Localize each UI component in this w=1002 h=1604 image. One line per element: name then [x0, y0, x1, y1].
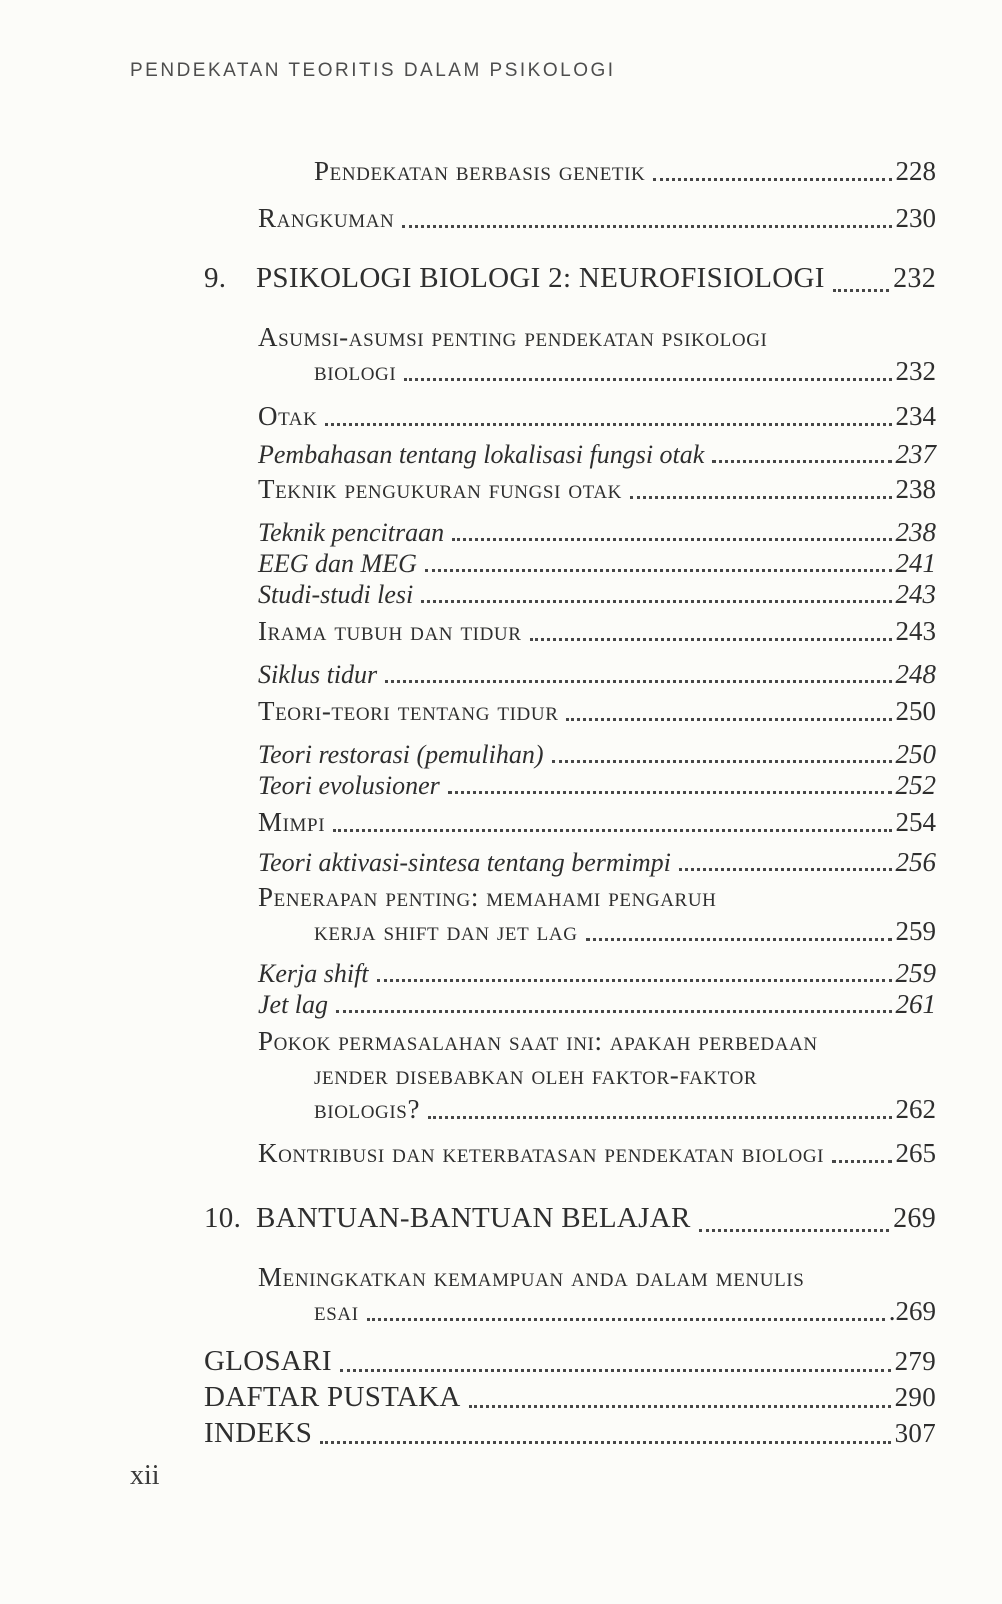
toc-entry-row [204, 258, 936, 299]
dot-leader [699, 1229, 889, 1232]
dot-leader [586, 938, 892, 941]
dot-leader [530, 638, 892, 641]
toc-entry-row [258, 472, 936, 506]
chapter-number: 10. [204, 1202, 242, 1234]
toc-entry-row [258, 694, 936, 728]
page-number: 250 [895, 739, 936, 769]
page-number: 256 [895, 847, 936, 877]
toc-entry-row [258, 399, 936, 433]
page-number: 232 [893, 263, 936, 294]
toc-entry-label: GLOSARI [204, 1345, 332, 1377]
dot-leader [832, 1160, 891, 1163]
toc-entry-label: biologi [314, 356, 397, 386]
dot-leader [325, 423, 891, 426]
dot-leader [425, 569, 892, 572]
page-number: .269 [888, 1296, 936, 1326]
page-number: 243 [895, 579, 936, 609]
dot-leader [469, 1405, 891, 1408]
dot-leader [385, 680, 891, 683]
page-footer-number: xii [130, 1460, 160, 1491]
chapter-number: 9. [204, 262, 227, 294]
page-number: 290 [894, 1382, 936, 1412]
page-number: 259 [895, 958, 936, 988]
running-header: PENDEKATAN TEORITIS DALAM PSIKOLOGI [130, 60, 616, 81]
toc-entry-row [258, 1136, 936, 1170]
toc-entry-row [258, 320, 936, 354]
dot-leader [404, 378, 891, 381]
toc-entry-label: EEG dan MEG [258, 549, 417, 578]
page-number: 261 [895, 989, 936, 1019]
page-number: 238 [895, 474, 936, 504]
toc-entry-row [258, 805, 936, 839]
dot-leader [367, 1318, 885, 1321]
dot-leader [336, 1010, 891, 1013]
toc-entry-row [258, 880, 936, 914]
toc-entry-label: Pembahasan tentang lokalisasi fungsi otak [258, 440, 705, 469]
dot-leader [452, 538, 891, 541]
toc-list [0, 126, 1002, 1451]
toc-entry-row [204, 1343, 936, 1379]
dot-leader [402, 225, 891, 228]
toc-entry-row [314, 1294, 936, 1328]
toc-entry-label: esai [314, 1296, 359, 1326]
page-number: 259 [895, 916, 936, 946]
toc-entry-row [204, 1415, 936, 1451]
dot-leader [421, 600, 891, 603]
dot-leader [630, 496, 891, 499]
toc-entry-row [314, 154, 936, 188]
toc-entry-row [258, 1024, 936, 1058]
toc-entry-label: Kontribusi dan keterbatasan pendekatan biologi [258, 1138, 825, 1168]
toc-entry-label: Jet lag [258, 990, 329, 1019]
toc-entry-label: Teori-teori tentang tidur [258, 696, 559, 726]
toc-entry-label: BANTUAN-BANTUAN BELAJAR [256, 1202, 691, 1234]
page-number: 307 [894, 1418, 936, 1448]
toc-entry-label: kerja shift dan jet lag [314, 916, 578, 946]
toc-entry-row [258, 770, 936, 801]
page-number: 234 [895, 401, 936, 431]
dot-leader [377, 979, 892, 982]
toc-entry-label: Teknik pencitraan [258, 518, 445, 547]
toc-entry-row [258, 614, 936, 648]
toc-entry-label: Otak [258, 401, 318, 431]
toc-entry-label: Pendekatan berbasis genetik [314, 156, 646, 186]
toc-entry-row [258, 989, 936, 1020]
toc-entry-label: DAFTAR PUSTAKA [204, 1381, 461, 1413]
page-number: 250 [895, 696, 936, 726]
toc-entry-row [314, 354, 936, 388]
toc-entry-label: INDEKS [204, 1417, 313, 1449]
toc-entry-label: Pokok permasalahan saat ini: apakah perbedaan [258, 1026, 818, 1056]
toc-entry-label: Teori evolusioner [258, 771, 440, 800]
toc-entry-label: Asumsi-asumsi penting pendekatan psikologi [258, 322, 768, 352]
toc-entry-label: Rangkuman [258, 203, 395, 233]
page-number: 269 [893, 1203, 936, 1234]
page-number: 237 [895, 439, 936, 469]
toc-entry-row [258, 659, 936, 690]
dot-leader [448, 791, 892, 794]
toc-entry-row [204, 1379, 936, 1415]
toc-entry-label: Teori aktivasi-sintesa tentang bermimpi [258, 848, 671, 877]
page-number: 252 [895, 770, 936, 800]
page-number: 230 [895, 203, 936, 233]
toc-entry-label: Teknik pengukuran fungsi otak [258, 474, 623, 504]
toc-entry-label: Meningkatkan kemampuan anda dalam menulis [258, 1262, 805, 1292]
toc-entry-label: Mimpi [258, 807, 326, 837]
toc-entry-row [258, 579, 936, 610]
dot-leader [428, 1116, 891, 1119]
dot-leader [833, 289, 889, 292]
toc-entry-row [258, 1260, 936, 1294]
dot-leader [340, 1369, 891, 1372]
toc-entry-row [204, 1198, 936, 1239]
toc-entry-row [258, 739, 936, 770]
toc-entry-row [314, 1092, 936, 1126]
toc-entry-row [258, 201, 936, 235]
toc-entry-row [258, 548, 936, 579]
toc-entry-row [258, 958, 936, 989]
dot-leader [653, 178, 891, 181]
page-number: 238 [895, 517, 936, 547]
toc-entry-row [258, 517, 936, 548]
toc-entry-row [258, 439, 936, 470]
page-number: 248 [895, 659, 936, 689]
toc-entry-label: Siklus tidur [258, 660, 378, 689]
toc-entry-label: PSIKOLOGI BIOLOGI 2: NEUROFISIOLOGI [256, 262, 825, 294]
page-number: 241 [895, 548, 936, 578]
dot-leader [552, 760, 892, 763]
toc-entry-label: Penerapan penting: memahami pengaruh [258, 882, 717, 912]
dot-leader [333, 829, 891, 832]
page-number: 279 [894, 1346, 936, 1376]
page-number: 265 [895, 1138, 936, 1168]
page-number: 232 [895, 356, 936, 386]
page-number: 243 [895, 616, 936, 646]
toc-entry-row [258, 847, 936, 878]
toc-entry-row [314, 1058, 936, 1092]
toc-entry-label: Teori restorasi (pemulihan) [258, 740, 544, 769]
dot-leader [679, 868, 892, 871]
page-number: 262 [895, 1094, 936, 1124]
dot-leader [712, 460, 891, 463]
page-number: 254 [895, 807, 936, 837]
toc-entry-label: Kerja shift [258, 959, 369, 988]
toc-entry-row [314, 914, 936, 948]
toc-entry-label: Irama tubuh dan tidur [258, 616, 522, 646]
toc-entry-label: Studi-studi lesi [258, 580, 414, 609]
dot-leader [320, 1441, 890, 1444]
page-number: 228 [895, 156, 936, 186]
toc-entry-label: jender disebabkan oleh faktor-faktor [314, 1060, 758, 1090]
dot-leader [566, 718, 891, 721]
toc-entry-label: biologis? [314, 1094, 421, 1124]
